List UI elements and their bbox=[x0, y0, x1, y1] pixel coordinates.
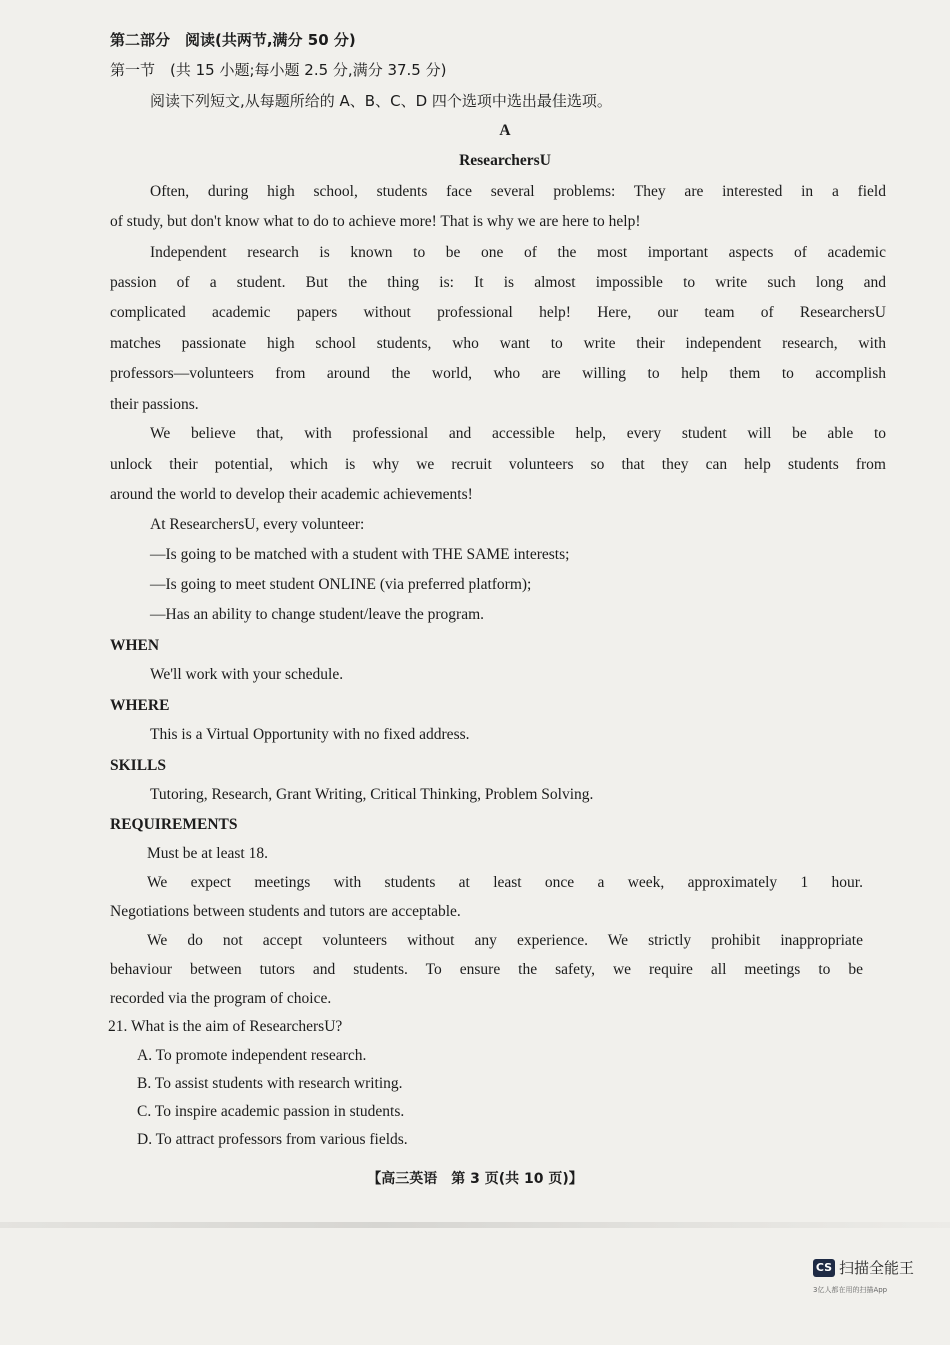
option-d: D. To attract professors from various fields. bbox=[137, 1131, 408, 1148]
where-heading: WHERE bbox=[110, 697, 170, 714]
requirement-line: Negotiations between students and tutors are acceptable. bbox=[110, 903, 461, 920]
passage-line: Often, during high school, students face several problems: They are interested in a field bbox=[150, 183, 886, 200]
passage-line: unlock their potential, which is why we recruit volunteers so that they can help students from bbox=[110, 456, 886, 473]
passage-line: We believe that, with professional and accessible help, every student will be able to bbox=[150, 425, 886, 442]
requirement-line: We do not accept volunteers without any experience. We strictly prohibit inappropriate bbox=[147, 932, 863, 949]
passage-title: ResearchersU bbox=[459, 152, 551, 169]
requirement-line: behaviour between tutors and students. To ensure the safety, we require all meetings to be bbox=[110, 961, 863, 978]
option-c: C. To inspire academic passion in students. bbox=[137, 1103, 405, 1120]
passage-line: —Is going to meet student ONLINE (via preferred platform); bbox=[150, 576, 532, 593]
passage-line: —Is going to be matched with a student with THE SAME interests; bbox=[150, 546, 570, 563]
passage-line: their passions. bbox=[110, 396, 199, 413]
section-heading: 第一节 (共 15 小题;每小题 2.5 分,满分 37.5 分) bbox=[110, 61, 447, 79]
scanner-badge-icon: CS bbox=[813, 1259, 835, 1277]
when-text: We'll work with your schedule. bbox=[150, 666, 344, 683]
scanner-name: 扫描全能王 bbox=[839, 1259, 915, 1277]
passage-line: At ResearchersU, every volunteer: bbox=[150, 516, 365, 533]
passage-line: professors—volunteers from around the world, who are willing to help them to accomplish bbox=[110, 365, 886, 382]
when-heading: WHEN bbox=[110, 637, 160, 654]
skills-heading: SKILLS bbox=[110, 757, 167, 774]
passage-line: —Has an ability to change student/leave the program. bbox=[150, 606, 485, 623]
requirement-line: recorded via the program of choice. bbox=[110, 990, 332, 1007]
part-heading: 第二部分 阅读(共两节,满分 50 分) bbox=[110, 31, 356, 49]
page-footer: 【高三英语 第 3 页(共 10 页)】 bbox=[367, 1171, 583, 1187]
passage-line: around the world to develop their academic achievements! bbox=[110, 486, 473, 503]
requirements-heading: REQUIREMENTS bbox=[110, 816, 238, 833]
option-b: B. To assist students with research writing. bbox=[137, 1075, 403, 1092]
scanner-tagline: 3亿人都在用的扫描App bbox=[813, 1286, 888, 1294]
passage-line: of study, but don't know what to do to achieve more! That is why we are here to help! bbox=[110, 213, 641, 230]
passage-line: passion of a student. But the thing is: It is almost impossible to write such long and bbox=[110, 274, 886, 291]
passage-line: matches passionate high school students, who want to write their independent research, with bbox=[110, 335, 886, 352]
instruction: 阅读下列短文,从每题所给的 A、B、C、D 四个选项中选出最佳选项。 bbox=[150, 92, 612, 110]
passage-line: complicated academic papers without professional help! Here, our team of ResearchersU bbox=[110, 304, 886, 321]
scanner-logo bbox=[813, 1257, 914, 1278]
requirement-line: We expect meetings with students at least once a week, approximately 1 hour. bbox=[147, 874, 863, 891]
passage-label: A bbox=[499, 122, 511, 139]
where-text: This is a Virtual Opportunity with no fixed address. bbox=[150, 726, 470, 743]
question-stem: 21. What is the aim of ResearchersU? bbox=[108, 1018, 343, 1035]
skills-text: Tutoring, Research, Grant Writing, Critical Thinking, Problem Solving. bbox=[150, 786, 594, 803]
requirement-line: Must be at least 18. bbox=[147, 845, 268, 862]
passage-line: Independent research is known to be one of the most important aspects of academic bbox=[150, 244, 886, 261]
option-a: A. To promote independent research. bbox=[137, 1047, 367, 1064]
scan-artifact bbox=[0, 1222, 950, 1228]
